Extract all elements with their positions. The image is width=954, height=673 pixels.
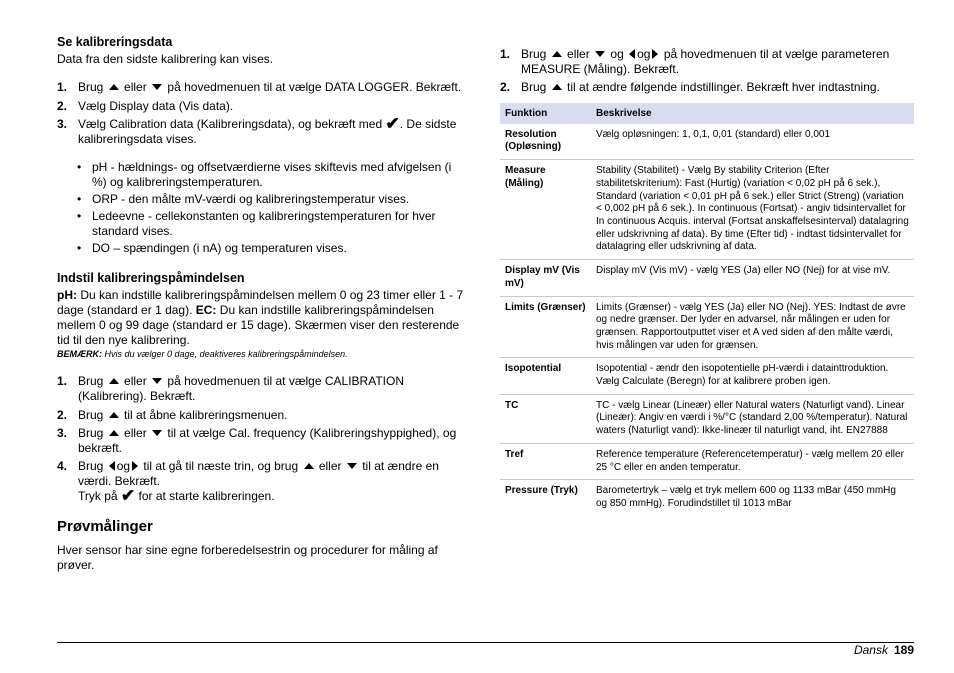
bullet-item: • ORP - den målte mV-værdi og kalibreringstemperatur vises. [77, 192, 410, 207]
table-cell-description: Stability (Stabilitet) - Vælg By stability Criterion (Efter stabilitetskriterium): Fast (Hurtig) (variation < 0,02 pH på 6 sek.), Standard (variation < 0,01 pH på 6 sek.) eller Strict (Streng) (variation < 0,002 pH på 6 sek.). In continuous (Fortsat) - angiv tidsintervallet for In continuous Acquis. interval (Fortsat anskaffelsesinterval) datalagring eller udskrivning af data). By time (Efter tid) - indtast tidsintervallet for datalagring eller udskrivning af data. [591, 160, 914, 260]
section-title-calibration-reminder: Indstil kalibreringspåmindelsen [57, 271, 245, 286]
bullet-item: • pH - hældnings- og offsetværdierne vises skiftevis med afvigelsen (i %) og kalibreringstemperaturen. [77, 160, 452, 190]
sample-measurements-text: Hver sensor har sine egne forberedelsestrin og procedurer for måling af prøver. [57, 543, 438, 573]
left-column [57, 34, 469, 573]
table-cell-function: Pressure (Tryk) [505, 485, 578, 497]
left-arrow-icon [629, 49, 635, 59]
page-footer [854, 643, 914, 657]
up-arrow-icon [552, 84, 562, 90]
table-cell-description: Limits (Grænser) - vælg YES (Ja) eller NO (Nej). YES: Indtast de øvre og nedre grænser. Der lyder en advarsel, når målingen er uden for grænsen. Rapportoutputtet viser et A ved siden af den målte værdi, hvis målingen var uden for grænsen. [591, 296, 914, 358]
table-row [500, 394, 914, 443]
table-header-description: Beskrivelse [591, 103, 914, 124]
table-cell-function: Display mV (Vis mV) [500, 260, 591, 296]
checkmark-icon: ✔ [120, 485, 136, 505]
table-row [500, 160, 914, 260]
table-row [500, 260, 914, 296]
table-row [500, 443, 914, 479]
table-cell-description: Display mV (Vis mV) - vælg YES (Ja) eller NO (Nej) for at vise mV. [591, 260, 914, 296]
checkmark-icon: ✔ [385, 114, 400, 134]
table-cell-function: Resolution (Opløsning) [500, 124, 591, 160]
measure-steps [500, 47, 914, 95]
right-column [500, 47, 914, 516]
down-arrow-icon [347, 463, 357, 469]
step-item: 4. Brug og til at gå til næste trin, og brug eller til at ændre en værdi. Bekræft. Tryk på ✔ for at starte kalibreringen. [57, 459, 439, 505]
right-arrow-icon [132, 461, 138, 471]
up-arrow-icon [109, 378, 119, 384]
step-item: 3. Vælg Calibration data (Kalibreringsdata), og bekræft med ✔. De sidste kalibreringsdata vises. [57, 114, 457, 146]
table-row [500, 358, 914, 394]
up-arrow-icon [109, 430, 119, 436]
up-arrow-icon [552, 51, 562, 57]
down-arrow-icon [152, 84, 162, 90]
table-row [500, 124, 914, 160]
table-row [500, 296, 914, 358]
step-item: 1. Brug eller og og på hovedmenuen til at vælge parameteren MEASURE (Måling). Bekræft. [500, 47, 890, 76]
table-cell-description: Isopotential - ændr den isopotentielle pH-værdi i datainttroduktion. Vælg Calculate (Beregn) for at kalibrere proben igen. [591, 358, 914, 394]
section-title-sample-measurements: Prøvmålinger [57, 518, 153, 536]
left-arrow-icon [109, 461, 115, 471]
up-arrow-icon [304, 463, 314, 469]
table-header-function: Funktion [500, 103, 591, 124]
step-item: 2. Brug til at åbne kalibreringsmenuen. [57, 407, 288, 422]
calibration-data-bullets [57, 160, 469, 256]
step-item: 2. Brug til at ændre følgende indstillinger. Bekræft hver indtastning. [500, 80, 880, 95]
settings-table [500, 103, 914, 516]
footer-divider [57, 642, 914, 643]
calibration-data-steps [57, 80, 469, 146]
table-cell-function: Measure (Måling) [500, 160, 591, 260]
table-cell-function: Tref [500, 443, 591, 479]
bullet-item: • Ledeevne - cellekonstanten og kalibreringstemperaturen for hver standard vises. [77, 209, 436, 239]
table-cell-description: Reference temperature (Referencetemperatur) - vælg mellem 20 eller 25 °C eller en anden temperatur. [591, 443, 914, 479]
note: BEMÆRK: Hvis du vælger 0 dage, deaktiveres kalibreringspåmindelsen. [57, 349, 348, 360]
step-item: 3. Brug eller til at vælge Cal. frequency (Kalibreringshyppighed), og bekræft. [57, 426, 457, 455]
right-arrow-icon [652, 49, 658, 59]
table-cell-description: Vælg opløsningen: 1, 0,1, 0,01 (standard) eller 0,001 [591, 124, 914, 160]
calibration-reminder-steps [57, 374, 469, 503]
down-arrow-icon [595, 51, 605, 57]
page-number: 189 [893, 643, 914, 657]
down-arrow-icon [152, 378, 162, 384]
up-arrow-icon [109, 412, 119, 418]
table-cell-function: Isopotential [500, 358, 591, 394]
table-cell-function: Limits (Grænser) [500, 296, 591, 358]
step-item: 1. Brug eller på hovedmenuen til at vælge CALIBRATION (Kalibrering). Bekræft. [57, 374, 404, 403]
footer-language: Dansk [853, 643, 888, 657]
table-cell-function: TC [500, 394, 591, 443]
step-item: 2. Vælg Display data (Vis data). [57, 98, 234, 113]
section-title-calibration-data: Se kalibreringsdata [57, 35, 173, 49]
step-item: 1. Brug eller på hovedmenuen til at vælge DATA LOGGER. Bekræft. [57, 80, 462, 94]
table-row [500, 480, 914, 516]
table-header-row [500, 103, 914, 124]
section-intro: Data fra den sidste kalibrering kan vises. [57, 52, 274, 66]
table-cell-description: TC - vælg Linear (Lineær) eller Natural waters (Naturligt vand). Linear (Lineær): Angiv en værdi i %/°C (standard 2,00 %/temperatur). Natural waters (Naturligt vand): Ikke-lineær til naturligt vand, iht. EN27888 [591, 394, 914, 443]
down-arrow-icon [152, 430, 162, 436]
up-arrow-icon [109, 84, 119, 90]
bullet-item: • DO – spændingen (i nA) og temperaturen vises. [77, 241, 347, 256]
reminder-description: pH: Du kan indstille kalibreringspåmindelsen mellem 0 og 23 timer eller 1 - 7 dage (standard er 1 dag). EC: Du kan indstille kalibreringspåmindelsen mellem 0 og 99 dage (standard er 15 dage). Skærmen viser den resterende tid til den nye kalibrering. [57, 288, 464, 348]
table-cell-description: Barometertryk – vælg et tryk mellem 600 og 1133 mBar (450 mmHg og 850 mmHg). Forudindstillet til 1013 mBar [596, 485, 896, 509]
